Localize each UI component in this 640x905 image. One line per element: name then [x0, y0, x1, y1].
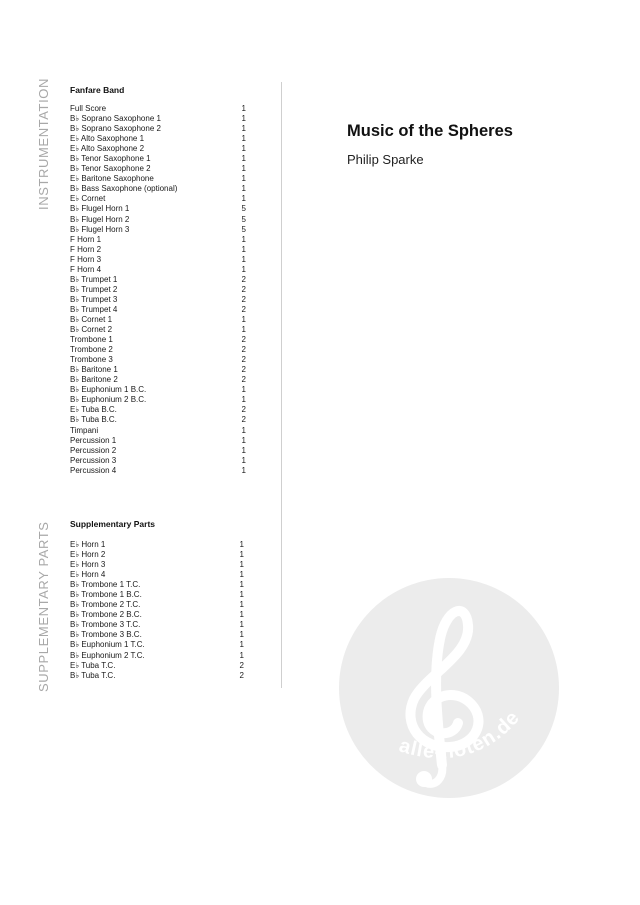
part-name: Percussion 2 [70, 445, 117, 455]
part-quantity: 1 [241, 194, 246, 204]
part-name: B♭ Trumpet 1 [70, 274, 118, 284]
part-quantity: 2 [241, 304, 246, 314]
part-name: B♭ Flugel Horn 2 [70, 214, 130, 224]
part-quantity: 1 [239, 550, 244, 560]
piece-title: Music of the Spheres [347, 122, 513, 140]
part-quantity: 2 [241, 375, 246, 385]
part-row [70, 466, 246, 476]
part-name: B♭ Trombone 3 T.C. [70, 620, 141, 630]
part-quantity: 1 [241, 164, 246, 174]
part-quantity: 1 [239, 610, 244, 620]
part-quantity: 1 [241, 154, 246, 164]
part-row [70, 661, 246, 671]
column-divider [281, 82, 282, 688]
part-quantity: 1 [241, 184, 246, 194]
part-row [70, 385, 246, 395]
part-quantity: 1 [239, 600, 244, 610]
part-name: Percussion 3 [70, 455, 117, 465]
part-row [70, 104, 246, 114]
part-name: Percussion 1 [70, 435, 117, 445]
part-row [70, 325, 246, 335]
part-name: B♭ Euphonium 1 B.C. [70, 385, 147, 395]
part-row [70, 255, 246, 265]
part-name: Trombone 1 [70, 335, 113, 345]
part-quantity: 5 [241, 214, 246, 224]
composer-name: Philip Sparke [347, 152, 424, 167]
part-row [70, 315, 246, 325]
part-name: E♭ Horn 4 [70, 570, 106, 580]
part-name: B♭ Euphonium 2 T.C. [70, 650, 145, 660]
part-row [70, 215, 246, 225]
part-row [70, 570, 246, 580]
part-row [70, 550, 246, 560]
part-row [70, 415, 246, 425]
part-quantity: 1 [241, 465, 246, 475]
part-name: B♭ Euphonium 1 T.C. [70, 640, 145, 650]
part-quantity: 1 [239, 650, 244, 660]
part-row [70, 620, 246, 630]
part-name: E♭ Cornet [70, 194, 106, 204]
part-name: B♭ Soprano Saxophone 1 [70, 114, 161, 124]
watermark-text: alle-noten.de [396, 706, 525, 764]
part-quantity: 1 [241, 264, 246, 274]
part-row [70, 124, 246, 134]
part-quantity: 2 [241, 284, 246, 294]
part-row [70, 600, 246, 610]
part-quantity: 1 [241, 325, 246, 335]
part-row [70, 405, 246, 415]
part-name: B♭ Flugel Horn 1 [70, 204, 130, 214]
part-name: B♭ Trombone 3 B.C. [70, 630, 142, 640]
part-name: E♭ Baritone Saxophone [70, 174, 154, 184]
part-quantity: 1 [241, 134, 246, 144]
part-quantity: 5 [241, 204, 246, 214]
part-name: Timpani [70, 425, 99, 435]
part-quantity: 2 [241, 415, 246, 425]
part-name: B♭ Trumpet 3 [70, 294, 118, 304]
part-row [70, 426, 246, 436]
part-row [70, 204, 246, 214]
part-name: F Horn 1 [70, 234, 102, 244]
part-quantity: 2 [239, 660, 244, 670]
part-row [70, 144, 246, 154]
part-row [70, 630, 246, 640]
supplementary-parts-side-label: SUPPLEMENTARY PARTS [36, 521, 51, 692]
part-quantity: 1 [239, 580, 244, 590]
part-name: F Horn 3 [70, 254, 102, 264]
part-name: B♭ Soprano Saxophone 2 [70, 124, 161, 134]
part-row [70, 436, 246, 446]
part-name: B♭ Cornet 2 [70, 325, 113, 335]
fanfare-band-heading: Fanfare Band [70, 85, 125, 95]
part-name: B♭ Baritone 1 [70, 365, 118, 375]
part-name: Full Score [70, 104, 107, 113]
part-name: B♭ Trumpet 4 [70, 304, 118, 314]
part-name: B♭ Flugel Horn 3 [70, 224, 130, 234]
part-name: B♭ Tuba T.C. [70, 670, 116, 680]
part-quantity: 2 [241, 345, 246, 355]
part-name: B♭ Trombone 1 B.C. [70, 590, 142, 600]
part-row [70, 194, 246, 204]
part-quantity: 1 [239, 620, 244, 630]
part-row [70, 580, 246, 590]
part-quantity: 1 [239, 630, 244, 640]
part-row [70, 355, 246, 365]
part-quantity: 2 [241, 365, 246, 375]
part-name: B♭ Baritone 2 [70, 375, 118, 385]
part-name: B♭ Trombone 1 T.C. [70, 580, 141, 590]
part-row [70, 610, 246, 620]
part-row [70, 540, 246, 550]
part-quantity: 1 [239, 560, 244, 570]
part-name: B♭ Trombone 2 B.C. [70, 610, 142, 620]
part-row [70, 640, 246, 650]
part-row [70, 285, 246, 295]
part-quantity: 1 [241, 234, 246, 244]
part-quantity: 1 [239, 540, 244, 549]
part-name: F Horn 2 [70, 244, 102, 254]
part-quantity: 2 [241, 274, 246, 284]
part-name: B♭ Trombone 2 T.C. [70, 600, 141, 610]
part-quantity: 1 [241, 445, 246, 455]
part-quantity: 1 [239, 640, 244, 650]
part-name: F Horn 4 [70, 264, 102, 274]
part-row [70, 134, 246, 144]
part-quantity: 1 [241, 385, 246, 395]
part-row [70, 560, 246, 570]
instrumentation-side-label: INSTRUMENTATION [36, 77, 51, 210]
part-name: B♭ Cornet 1 [70, 314, 113, 324]
part-name: B♭ Bass Saxophone (optional) [70, 184, 178, 194]
part-quantity: 2 [241, 294, 246, 304]
part-name: E♭ Horn 2 [70, 550, 106, 560]
part-row [70, 235, 246, 245]
part-row [70, 245, 246, 255]
part-row [70, 446, 246, 456]
part-row [70, 114, 246, 124]
part-name: E♭ Horn 3 [70, 560, 106, 570]
part-quantity: 1 [241, 435, 246, 445]
part-quantity: 1 [241, 114, 246, 124]
part-quantity: 1 [241, 395, 246, 405]
supplementary-parts-list [70, 540, 246, 681]
part-row [70, 456, 246, 466]
supplementary-parts-heading: Supplementary Parts [70, 519, 156, 529]
part-name: B♭ Tuba B.C. [70, 415, 117, 425]
part-row [70, 365, 246, 375]
part-name: E♭ Tuba B.C. [70, 405, 117, 415]
part-quantity: 1 [241, 144, 246, 154]
part-row [70, 265, 246, 275]
watermark-logo [338, 577, 560, 799]
part-name: B♭ Euphonium 2 B.C. [70, 395, 147, 405]
part-row [70, 395, 246, 405]
part-quantity: 5 [241, 224, 246, 234]
fanfare-parts-list [70, 104, 246, 476]
part-row [70, 275, 246, 285]
part-quantity: 1 [239, 590, 244, 600]
part-row [70, 295, 246, 305]
part-quantity: 2 [241, 405, 246, 415]
part-quantity: 1 [241, 124, 246, 134]
part-row [70, 184, 246, 194]
part-row [70, 590, 246, 600]
part-quantity: 2 [241, 355, 246, 365]
part-quantity: 1 [241, 104, 246, 113]
part-row [70, 225, 246, 235]
part-quantity: 1 [239, 570, 244, 580]
part-quantity: 1 [241, 254, 246, 264]
part-row [70, 345, 246, 355]
part-name: B♭ Tenor Saxophone 2 [70, 164, 151, 174]
part-quantity: 1 [241, 244, 246, 254]
part-row [70, 671, 246, 681]
part-quantity: 2 [241, 335, 246, 345]
part-row [70, 335, 246, 345]
part-quantity: 1 [241, 174, 246, 184]
part-row [70, 174, 246, 184]
part-row [70, 154, 246, 164]
part-name: Trombone 2 [70, 345, 113, 355]
part-row [70, 651, 246, 661]
part-name: E♭ Alto Saxophone 2 [70, 144, 145, 154]
part-name: E♭ Tuba T.C. [70, 660, 116, 670]
part-quantity: 1 [241, 455, 246, 465]
part-name: Percussion 4 [70, 465, 117, 475]
part-quantity: 1 [241, 425, 246, 435]
part-name: E♭ Horn 1 [70, 540, 106, 549]
part-row [70, 164, 246, 174]
part-name: Trombone 3 [70, 355, 113, 365]
part-quantity: 2 [239, 670, 244, 680]
part-name: B♭ Tenor Saxophone 1 [70, 154, 151, 164]
part-name: E♭ Alto Saxophone 1 [70, 134, 145, 144]
part-quantity: 1 [241, 314, 246, 324]
part-row [70, 375, 246, 385]
part-name: B♭ Trumpet 2 [70, 284, 118, 294]
part-row [70, 305, 246, 315]
